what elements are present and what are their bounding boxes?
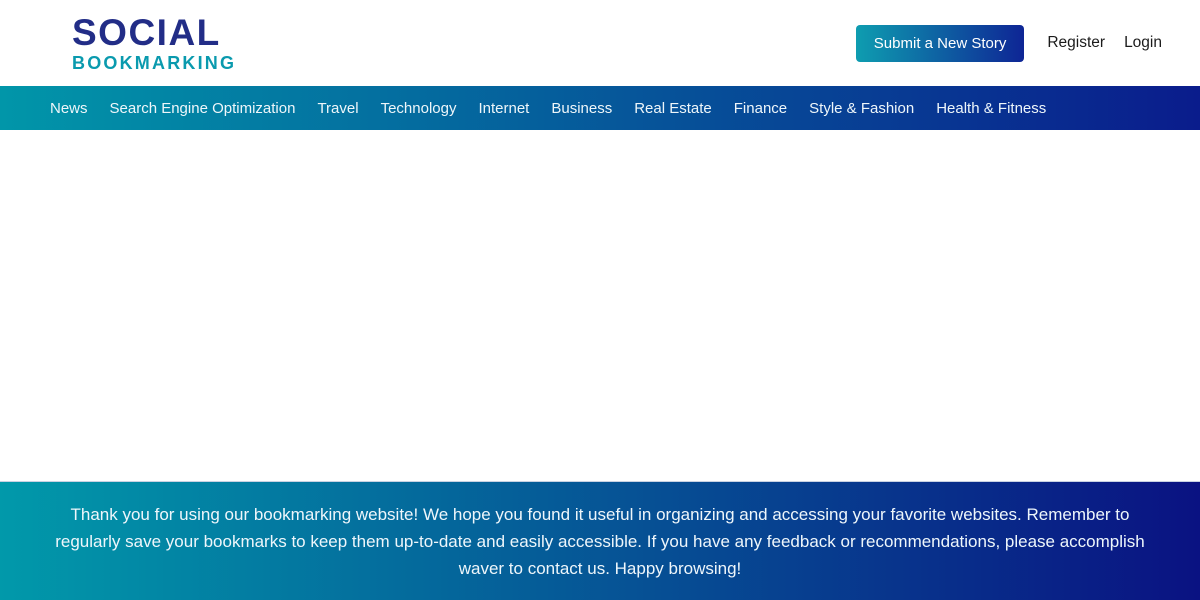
site-header [0,0,1200,86]
nav-item-finance[interactable]: Finance [733,99,788,117]
nav-item-search-engine-optimization[interactable]: Search Engine Optimization [109,99,296,117]
header-actions [856,25,1162,62]
nav-item-real-estate[interactable]: Real Estate [634,99,712,117]
login-link[interactable]: Login [1124,34,1162,51]
nav-item-business[interactable]: Business [551,99,613,117]
logo-text-bookmarking: BOOKMARKING [72,53,237,73]
submit-new-story-button[interactable]: Submit a New Story [856,25,1025,62]
logo-text-social: SOCIAL [72,12,221,53]
nav-item-travel[interactable]: Travel [317,99,359,117]
nav-item-news[interactable]: News [50,99,88,117]
nav-item-technology[interactable]: Technology [380,99,457,117]
nav-item-style-fashion[interactable]: Style & Fashion [809,99,915,117]
nav-item-internet[interactable]: Internet [478,99,530,117]
main-nav [0,86,1200,130]
register-link[interactable]: Register [1047,34,1106,51]
footer-message: Thank you for using our bookmarking website! We hope you found it useful in organizing and accessing your favorite websites. Remember to regularly save your bookmarks to keep them up-to-date and easily accessible. If you have any feedback or recommendations, please accomplish waver to contact us. Happy browsing! [55,504,1145,578]
main-content [0,130,1200,481]
nav-item-health-fitness[interactable]: Health & Fitness [936,99,1047,117]
site-logo[interactable] [72,14,236,72]
site-footer [0,481,1200,600]
